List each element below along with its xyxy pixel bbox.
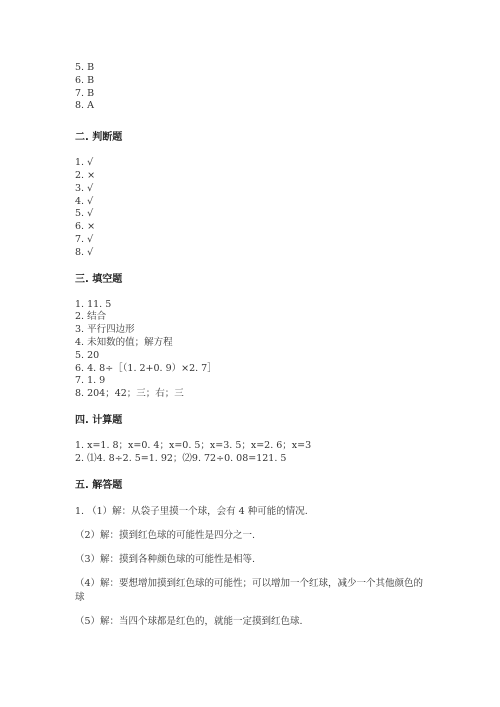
answer-item: 7. √	[75, 233, 94, 245]
section-heading-judgment: 二. 判断题	[75, 132, 123, 144]
answer-item: 6. B	[75, 74, 95, 86]
choice-answers-list	[75, 62, 435, 113]
answer-item: 4. √	[75, 195, 94, 207]
answer-item: 8. √	[75, 246, 94, 258]
answer-item: 7. B	[75, 87, 95, 99]
answer-item: 4. 未知数的值；解方程	[75, 336, 173, 348]
answer-item: 2. 结合	[75, 311, 107, 323]
section-heading-solutions: 五. 解答题	[75, 479, 123, 491]
answer-item: 2. ⑴4. 8÷2. 5=1. 92；⑵9. 72÷0. 08=121. 5	[75, 452, 287, 464]
judgment-answers-list	[75, 157, 435, 259]
answer-item: 5. √	[75, 208, 94, 220]
answer-item: 3. 平行四边形	[75, 324, 135, 336]
section-heading-calculation: 四. 计算题	[75, 414, 123, 426]
answer-item: 3. √	[75, 182, 94, 194]
solution-answers-list	[75, 505, 435, 629]
section-heading-fill-blank: 三. 填空题	[75, 273, 123, 285]
answer-item: 6. 4. 8÷［（1. 2+0. 9）×2. 7］	[75, 362, 217, 374]
answer-item: 8. 204；42；三；右；三	[75, 388, 184, 400]
solution-item: （5）解：当四个球都是红色的，就能一定摸到红色球.	[75, 615, 303, 627]
answer-item: 5. B	[75, 62, 95, 73]
solution-item: （3）解：摸到各种颜色球的可能性是相等.	[75, 553, 256, 565]
solution-item: （4）解：要想增加摸到红色球的可能性；可以增加一个红球，减少一个其他颜色的球	[75, 577, 424, 603]
solution-item: 1. （1）解：从袋子里摸一个球，会有 4 种可能的情况.	[75, 505, 308, 517]
answer-item: 8. A	[75, 100, 94, 112]
answer-item: 1. √	[75, 157, 94, 169]
answer-item: 5. 20	[75, 349, 100, 361]
answer-item: 1. 11. 5	[75, 298, 112, 310]
answer-item: 6. ×	[75, 221, 96, 233]
answer-item: 2. ×	[75, 169, 96, 181]
calculation-answers-list	[75, 440, 435, 466]
answer-item: 1. x=1. 8；x=0. 4；x=0. 5；x=3. 5；x=2. 6；x=3	[75, 439, 312, 451]
answer-key	[75, 62, 435, 639]
solution-item: （2）解：摸到红色球的可能性是四分之一.	[75, 529, 256, 541]
fill-blank-answers-list	[75, 299, 435, 401]
answer-item: 7. 1. 9	[75, 375, 106, 387]
